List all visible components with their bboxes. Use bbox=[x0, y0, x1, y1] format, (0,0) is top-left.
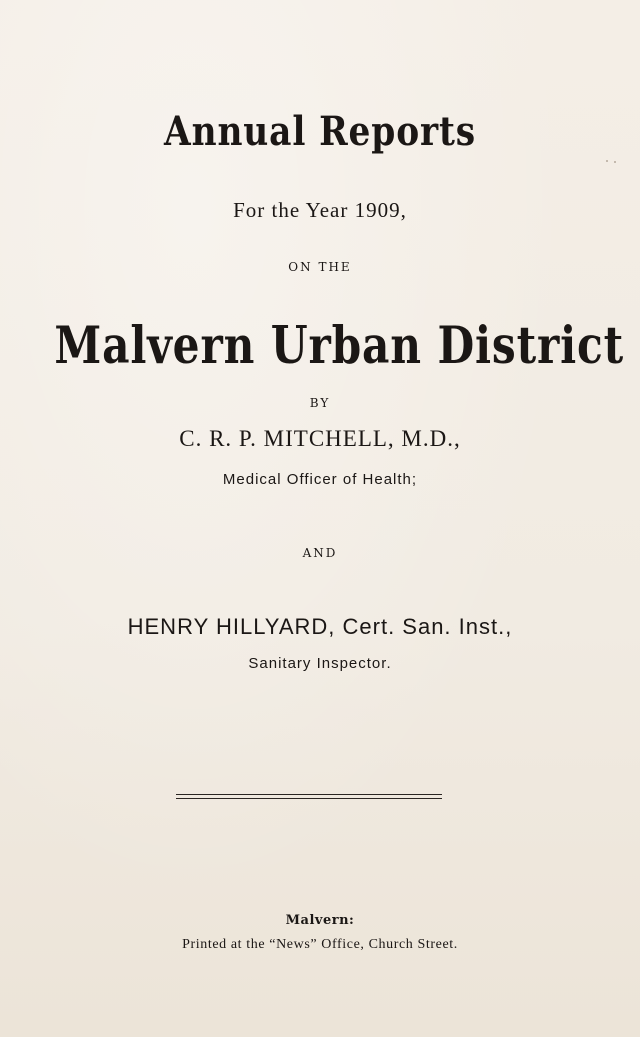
divider-rule-bottom bbox=[176, 798, 442, 799]
divider-rule-top bbox=[176, 794, 442, 795]
medical-officer-name: C. R. P. MITCHELL, M.D., bbox=[179, 426, 461, 451]
imprint-printer: Printed at the “News” Office, Church Street. bbox=[182, 937, 458, 952]
report-title: Annual Reports bbox=[164, 108, 476, 155]
paper-speck bbox=[606, 160, 608, 162]
paper-speck bbox=[614, 161, 616, 163]
medical-officer-role: Medical Officer of Health; bbox=[222, 471, 418, 488]
by-text: BY bbox=[309, 396, 331, 410]
and-text: AND bbox=[302, 546, 338, 560]
sanitary-inspector-role: Sanitary Inspector. bbox=[248, 655, 392, 672]
on-the-text: ON THE bbox=[288, 260, 352, 274]
year-line: For the Year 1909, bbox=[233, 198, 407, 222]
imprint-place: Malvern: bbox=[285, 913, 355, 928]
sanitary-inspector-name: HENRY HILLYARD, Cert. San. Inst., bbox=[127, 614, 513, 639]
district-title: Malvern Urban District bbox=[54, 316, 625, 376]
